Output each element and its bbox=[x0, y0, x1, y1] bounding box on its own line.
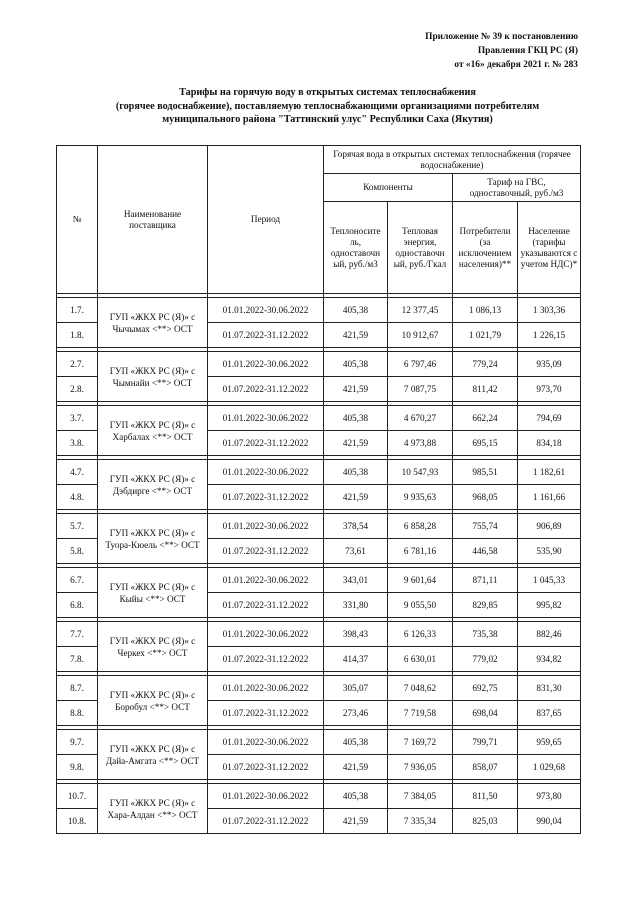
table-row bbox=[57, 352, 581, 377]
period: 01.07.2022-31.12.2022 bbox=[208, 377, 324, 402]
consumers-tariff: 735,38 bbox=[453, 622, 518, 647]
thermal-energy-tariff: 10 912,67 bbox=[388, 323, 453, 348]
supplier-name: ГУП «ЖКХ РС (Я)» с Кыйы <**> ОСТ bbox=[98, 568, 208, 618]
thermal-energy-tariff: 9 601,64 bbox=[388, 568, 453, 593]
row-number: 1.7. bbox=[57, 298, 98, 323]
row-number: 9.8. bbox=[57, 755, 98, 780]
coolant-tariff: 405,38 bbox=[324, 352, 388, 377]
period: 01.01.2022-30.06.2022 bbox=[208, 514, 324, 539]
population-tariff: 1 045,33 bbox=[518, 568, 581, 593]
coolant-tariff: 421,59 bbox=[324, 377, 388, 402]
thermal-energy-tariff: 7 087,75 bbox=[388, 377, 453, 402]
table-row bbox=[57, 514, 581, 539]
thermal-energy-tariff: 7 048,62 bbox=[388, 676, 453, 701]
thermal-energy-tariff: 7 719,58 bbox=[388, 701, 453, 726]
supplier-name: ГУП «ЖКХ РС (Я)» с Черкех <**> ОСТ bbox=[98, 622, 208, 672]
period: 01.01.2022-30.06.2022 bbox=[208, 352, 324, 377]
row-number: 6.7. bbox=[57, 568, 98, 593]
consumers-tariff: 446,58 bbox=[453, 539, 518, 564]
coolant-tariff: 378,54 bbox=[324, 514, 388, 539]
table-row bbox=[57, 730, 581, 755]
consumers-tariff: 695,15 bbox=[453, 431, 518, 456]
period: 01.01.2022-30.06.2022 bbox=[208, 784, 324, 809]
population-tariff: 1 182,61 bbox=[518, 460, 581, 485]
row-number: 8.8. bbox=[57, 701, 98, 726]
table-row bbox=[57, 676, 581, 701]
row-number: 9.7. bbox=[57, 730, 98, 755]
consumers-tariff: 662,24 bbox=[453, 406, 518, 431]
decree-date-line: от «16» декабря 2021 г. № 283 bbox=[454, 60, 578, 70]
supplier-name: ГУП «ЖКХ РС (Я)» с Чычымах <**> ОСТ bbox=[98, 298, 208, 348]
thermal-energy-tariff: 9 055,50 bbox=[388, 593, 453, 618]
coolant-tariff: 343,01 bbox=[324, 568, 388, 593]
population-tariff: 935,09 bbox=[518, 352, 581, 377]
period: 01.07.2022-31.12.2022 bbox=[208, 539, 324, 564]
coolant-tariff: 73,61 bbox=[324, 539, 388, 564]
period: 01.01.2022-30.06.2022 bbox=[208, 730, 324, 755]
consumers-tariff: 1 086,13 bbox=[453, 298, 518, 323]
population-tariff: 882,46 bbox=[518, 622, 581, 647]
period: 01.07.2022-31.12.2022 bbox=[208, 485, 324, 510]
coolant-tariff: 273,46 bbox=[324, 701, 388, 726]
thermal-energy-tariff: 7 384,05 bbox=[388, 784, 453, 809]
row-number: 6.8. bbox=[57, 593, 98, 618]
population-tariff: 831,30 bbox=[518, 676, 581, 701]
table-row bbox=[57, 568, 581, 593]
period: 01.01.2022-30.06.2022 bbox=[208, 406, 324, 431]
consumers-tariff: 811,42 bbox=[453, 377, 518, 402]
period: 01.07.2022-31.12.2022 bbox=[208, 593, 324, 618]
row-number: 3.8. bbox=[57, 431, 98, 456]
coolant-tariff: 421,59 bbox=[324, 431, 388, 456]
table-row bbox=[57, 784, 581, 809]
thermal-energy-tariff: 6 797,46 bbox=[388, 352, 453, 377]
consumers-tariff: 829,85 bbox=[453, 593, 518, 618]
period: 01.07.2022-31.12.2022 bbox=[208, 809, 324, 834]
coolant-tariff: 305,07 bbox=[324, 676, 388, 701]
thermal-energy-tariff: 12 377,45 bbox=[388, 298, 453, 323]
row-number: 1.8. bbox=[57, 323, 98, 348]
population-tariff: 990,04 bbox=[518, 809, 581, 834]
consumers-tariff: 811,50 bbox=[453, 784, 518, 809]
supplier-name: ГУП «ЖКХ РС (Я)» с Хара-Алдан <**> ОСТ bbox=[98, 784, 208, 834]
annex-line: Приложение № 39 к постановлению bbox=[425, 32, 578, 42]
consumers-tariff: 779,02 bbox=[453, 647, 518, 672]
table-header bbox=[57, 146, 581, 294]
period: 01.01.2022-30.06.2022 bbox=[208, 676, 324, 701]
row-number: 4.7. bbox=[57, 460, 98, 485]
coolant-tariff: 405,38 bbox=[324, 298, 388, 323]
thermal-energy-tariff: 7 335,34 bbox=[388, 809, 453, 834]
row-number: 8.7. bbox=[57, 676, 98, 701]
header-num: № bbox=[57, 146, 98, 294]
population-tariff: 995,82 bbox=[518, 593, 581, 618]
population-tariff: 1 226,15 bbox=[518, 323, 581, 348]
population-tariff: 1 029,68 bbox=[518, 755, 581, 780]
coolant-tariff: 405,38 bbox=[324, 784, 388, 809]
decree-annex-note bbox=[318, 30, 578, 72]
thermal-energy-tariff: 4 973,88 bbox=[388, 431, 453, 456]
coolant-tariff: 421,59 bbox=[324, 755, 388, 780]
title-line-3: муниципального района "Таттинский улус" Республики Саха (Якутия) bbox=[162, 114, 493, 125]
consumers-tariff: 779,24 bbox=[453, 352, 518, 377]
period: 01.01.2022-30.06.2022 bbox=[208, 298, 324, 323]
coolant-tariff: 421,59 bbox=[324, 809, 388, 834]
thermal-energy-tariff: 4 670,27 bbox=[388, 406, 453, 431]
population-tariff: 959,65 bbox=[518, 730, 581, 755]
header-supplier: Наименование поставщика bbox=[98, 146, 208, 294]
supplier-name: ГУП «ЖКХ РС (Я)» с Боробул <**> ОСТ bbox=[98, 676, 208, 726]
consumers-tariff: 858,07 bbox=[453, 755, 518, 780]
thermal-energy-tariff: 7 936,05 bbox=[388, 755, 453, 780]
header-thermal-energy: Тепловая энергия, одноставочн ый, руб./Гкал bbox=[388, 202, 453, 294]
coolant-tariff: 398,43 bbox=[324, 622, 388, 647]
row-number: 5.7. bbox=[57, 514, 98, 539]
coolant-tariff: 421,59 bbox=[324, 485, 388, 510]
header-components: Компоненты bbox=[324, 174, 453, 202]
period: 01.01.2022-30.06.2022 bbox=[208, 568, 324, 593]
coolant-tariff: 405,38 bbox=[324, 460, 388, 485]
coolant-tariff: 421,59 bbox=[324, 323, 388, 348]
thermal-energy-tariff: 6 781,16 bbox=[388, 539, 453, 564]
consumers-tariff: 698,04 bbox=[453, 701, 518, 726]
row-number: 4.8. bbox=[57, 485, 98, 510]
population-tariff: 1 303,36 bbox=[518, 298, 581, 323]
coolant-tariff: 405,38 bbox=[324, 730, 388, 755]
thermal-energy-tariff: 6 126,33 bbox=[388, 622, 453, 647]
table-row bbox=[57, 406, 581, 431]
row-number: 3.7. bbox=[57, 406, 98, 431]
population-tariff: 794,69 bbox=[518, 406, 581, 431]
header-population: Население (тарифы указываются с учетом НДС)* bbox=[518, 202, 581, 294]
population-tariff: 973,80 bbox=[518, 784, 581, 809]
thermal-energy-tariff: 9 935,63 bbox=[388, 485, 453, 510]
header-gvs-tariff: Тариф на ГВС, одноставочный, руб./м3 bbox=[453, 174, 581, 202]
consumers-tariff: 799,71 bbox=[453, 730, 518, 755]
population-tariff: 535,90 bbox=[518, 539, 581, 564]
population-tariff: 837,65 bbox=[518, 701, 581, 726]
table-row bbox=[57, 460, 581, 485]
coolant-tariff: 331,80 bbox=[324, 593, 388, 618]
header-hot-water: Горячая вода в открытых системах теплоснабжения (горячее водоснабжение) bbox=[324, 146, 581, 174]
period: 01.01.2022-30.06.2022 bbox=[208, 460, 324, 485]
issuer-line: Правления ГКЦ РС (Я) bbox=[477, 46, 578, 56]
consumers-tariff: 871,11 bbox=[453, 568, 518, 593]
period: 01.07.2022-31.12.2022 bbox=[208, 323, 324, 348]
title-line-2: (горячее водоснабжение), поставляемую теплоснабжающими организациями потребителям bbox=[115, 100, 540, 112]
thermal-energy-tariff: 6 630,01 bbox=[388, 647, 453, 672]
population-tariff: 934,82 bbox=[518, 647, 581, 672]
table-row bbox=[57, 622, 581, 647]
population-tariff: 973,70 bbox=[518, 377, 581, 402]
period: 01.07.2022-31.12.2022 bbox=[208, 701, 324, 726]
consumers-tariff: 1 021,79 bbox=[453, 323, 518, 348]
period: 01.01.2022-30.06.2022 bbox=[208, 622, 324, 647]
row-number: 5.8. bbox=[57, 539, 98, 564]
row-number: 10.8. bbox=[57, 809, 98, 834]
thermal-energy-tariff: 7 169,72 bbox=[388, 730, 453, 755]
period: 01.07.2022-31.12.2022 bbox=[208, 647, 324, 672]
period: 01.07.2022-31.12.2022 bbox=[208, 755, 324, 780]
header-consumers: Потребители (за исключением населения)** bbox=[453, 202, 518, 294]
row-number: 2.8. bbox=[57, 377, 98, 402]
consumers-tariff: 985,51 bbox=[453, 460, 518, 485]
row-number: 10.7. bbox=[57, 784, 98, 809]
header-coolant: Теплоносите ль, одноставочн ый, руб./м3 bbox=[324, 202, 388, 294]
document-title bbox=[40, 86, 615, 127]
coolant-tariff: 414,37 bbox=[324, 647, 388, 672]
population-tariff: 906,89 bbox=[518, 514, 581, 539]
tariff-table bbox=[56, 145, 581, 834]
supplier-name: ГУП «ЖКХ РС (Я)» с Чымнайи <**> ОСТ bbox=[98, 352, 208, 402]
table-row bbox=[57, 298, 581, 323]
row-number: 7.8. bbox=[57, 647, 98, 672]
table-body bbox=[57, 294, 581, 834]
supplier-name: ГУП «ЖКХ РС (Я)» с Харбалах <**> ОСТ bbox=[98, 406, 208, 456]
population-tariff: 1 161,66 bbox=[518, 485, 581, 510]
supplier-name: ГУП «ЖКХ РС (Я)» с Туора-Кюель <**> ОСТ bbox=[98, 514, 208, 564]
header-period: Период bbox=[208, 146, 324, 294]
supplier-name: ГУП «ЖКХ РС (Я)» с Дэбдирге <**> ОСТ bbox=[98, 460, 208, 510]
coolant-tariff: 405,38 bbox=[324, 406, 388, 431]
consumers-tariff: 692,75 bbox=[453, 676, 518, 701]
thermal-energy-tariff: 10 547,93 bbox=[388, 460, 453, 485]
row-number: 7.7. bbox=[57, 622, 98, 647]
population-tariff: 834,18 bbox=[518, 431, 581, 456]
consumers-tariff: 755,74 bbox=[453, 514, 518, 539]
consumers-tariff: 968,05 bbox=[453, 485, 518, 510]
supplier-name: ГУП «ЖКХ РС (Я)» с Дайа-Амгата <**> ОСТ bbox=[98, 730, 208, 780]
title-line-1: Тарифы на горячую воду в открытых системах теплоснабжения bbox=[179, 87, 476, 98]
thermal-energy-tariff: 6 858,28 bbox=[388, 514, 453, 539]
consumers-tariff: 825,03 bbox=[453, 809, 518, 834]
row-number: 2.7. bbox=[57, 352, 98, 377]
period: 01.07.2022-31.12.2022 bbox=[208, 431, 324, 456]
